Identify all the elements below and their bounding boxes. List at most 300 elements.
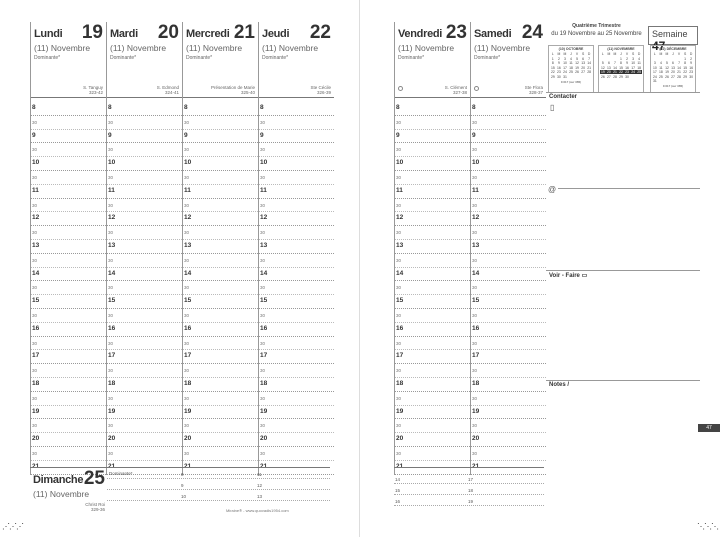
hour-slot[interactable] bbox=[31, 130, 106, 144]
hour-label: 30 bbox=[108, 285, 114, 291]
hour-slot[interactable] bbox=[471, 226, 546, 240]
hour-slot[interactable] bbox=[107, 226, 182, 240]
day-header bbox=[183, 22, 258, 98]
hour-slot[interactable] bbox=[471, 406, 546, 420]
hour-label: 13 bbox=[472, 241, 480, 249]
hour-slot[interactable] bbox=[471, 212, 546, 226]
hour-slot[interactable] bbox=[31, 447, 106, 461]
hour-slot[interactable] bbox=[107, 419, 182, 433]
hour-label: 11 bbox=[108, 186, 115, 194]
hour-slot[interactable] bbox=[31, 323, 106, 337]
hour-label: 30 bbox=[32, 450, 38, 456]
hour-slot[interactable] bbox=[259, 337, 334, 351]
hour-slot[interactable] bbox=[107, 323, 182, 337]
hour-slot[interactable] bbox=[471, 254, 546, 268]
hour-label: 30 bbox=[260, 368, 266, 374]
hour-label: 21 bbox=[108, 462, 116, 470]
hour-label: 30 bbox=[184, 312, 190, 318]
hour-label: 20 bbox=[32, 435, 40, 443]
hour-label: 30 bbox=[396, 395, 402, 401]
day-saint: S. Tanguy 323-42 bbox=[83, 85, 103, 95]
hour-slot[interactable] bbox=[183, 323, 258, 337]
day-name: Vendredi bbox=[398, 28, 443, 40]
hour-slot[interactable] bbox=[259, 226, 334, 240]
day-dominante: Dominante* bbox=[110, 55, 137, 61]
hour-label: 13 bbox=[396, 241, 404, 249]
hour-slot[interactable] bbox=[471, 268, 546, 282]
day-header bbox=[471, 22, 546, 98]
hour-label: 30 bbox=[472, 285, 478, 291]
hour-slot[interactable] bbox=[183, 254, 258, 268]
hour-label: 15 bbox=[260, 297, 268, 305]
hour-slot[interactable] bbox=[183, 157, 258, 171]
hour-slot[interactable] bbox=[259, 295, 334, 309]
hour-slot[interactable] bbox=[395, 447, 470, 461]
hour-slot[interactable] bbox=[259, 268, 334, 282]
day-header bbox=[31, 22, 106, 98]
hour-slot[interactable] bbox=[183, 143, 258, 157]
hour-slot[interactable] bbox=[395, 199, 470, 213]
hour-slot[interactable] bbox=[395, 364, 470, 378]
hour-label: 13 bbox=[108, 241, 116, 249]
hour-label: 17 bbox=[184, 352, 192, 360]
hour-slot[interactable] bbox=[107, 447, 182, 461]
hour-slot[interactable] bbox=[395, 323, 470, 337]
day-saint: Présentation de Marie 325-40 bbox=[210, 85, 255, 95]
day-dominante: Dominante* bbox=[398, 55, 425, 61]
hour-slot[interactable] bbox=[183, 116, 258, 130]
hour-slot[interactable] bbox=[471, 171, 546, 185]
hour-slot[interactable] bbox=[259, 185, 334, 199]
ring-icon bbox=[398, 86, 403, 91]
hour-label: 30 bbox=[396, 340, 402, 346]
hour-label: 30 bbox=[32, 368, 38, 374]
hour-slot[interactable] bbox=[471, 323, 546, 337]
contact-title: Contacter bbox=[549, 94, 578, 100]
hour-slot[interactable] bbox=[471, 240, 546, 254]
day-month: (11) Novembre bbox=[34, 43, 91, 53]
hour-label: 20 bbox=[472, 435, 480, 443]
hour-label: 16 bbox=[32, 324, 40, 332]
hour-label: 30 bbox=[184, 119, 190, 125]
day-month: (11) Novembre bbox=[262, 43, 319, 53]
hour-slot[interactable] bbox=[31, 254, 106, 268]
day-number: 23 bbox=[445, 22, 467, 43]
hour-slot[interactable] bbox=[107, 406, 182, 420]
hour-slot[interactable] bbox=[395, 419, 470, 433]
hour-label: 30 bbox=[396, 230, 402, 236]
hour-slot[interactable] bbox=[183, 281, 258, 295]
hour-slot[interactable] bbox=[107, 350, 182, 364]
hour-slot[interactable] bbox=[259, 199, 334, 213]
hour-slot[interactable] bbox=[31, 143, 106, 157]
hour-label: 18 bbox=[32, 379, 40, 387]
sunday-row[interactable]: 10 13 bbox=[107, 490, 330, 501]
hour-slot[interactable] bbox=[183, 406, 258, 420]
hour-slot[interactable] bbox=[183, 309, 258, 323]
hour-label: 30 bbox=[260, 312, 266, 318]
sunday-month: (11) Novembre bbox=[33, 489, 90, 499]
hour-slot[interactable] bbox=[471, 364, 546, 378]
hour-label: 12 bbox=[108, 214, 116, 222]
hour-label: 30 bbox=[472, 450, 478, 456]
day-saint: S. Clément 327-38 bbox=[444, 85, 467, 95]
hour-slot[interactable] bbox=[471, 295, 546, 309]
hour-slot[interactable] bbox=[183, 364, 258, 378]
hour-slot[interactable] bbox=[395, 281, 470, 295]
hour-slot[interactable] bbox=[471, 130, 546, 144]
hour-slot[interactable] bbox=[395, 130, 470, 144]
hour-slot[interactable] bbox=[471, 199, 546, 213]
hour-label: 30 bbox=[32, 395, 38, 401]
hour-label: 30 bbox=[472, 395, 478, 401]
sunday-name: Dimanche bbox=[33, 474, 84, 486]
hour-label: 21 bbox=[472, 462, 480, 470]
hour-slot[interactable] bbox=[395, 309, 470, 323]
hour-label: 30 bbox=[108, 174, 114, 180]
hour-label: 11 bbox=[260, 186, 267, 194]
hour-slot[interactable] bbox=[395, 268, 470, 282]
day-column bbox=[470, 22, 546, 475]
hour-slot[interactable] bbox=[395, 433, 470, 447]
hour-label: 30 bbox=[184, 340, 190, 346]
hour-slot[interactable] bbox=[107, 240, 182, 254]
hour-slot[interactable] bbox=[259, 392, 334, 406]
hour-slot[interactable] bbox=[471, 116, 546, 130]
hour-label: 14 bbox=[396, 269, 404, 277]
hour-label: 9 bbox=[32, 131, 36, 139]
hour-slot[interactable] bbox=[259, 309, 334, 323]
hour-slot[interactable] bbox=[395, 171, 470, 185]
hour-slot[interactable] bbox=[471, 185, 546, 199]
footer-credit: Miraine® - www.quovadis1954.com bbox=[226, 508, 289, 513]
hour-slot[interactable] bbox=[183, 240, 258, 254]
hour-slot[interactable] bbox=[395, 350, 470, 364]
hour-slot[interactable] bbox=[259, 157, 334, 171]
hour-slot[interactable] bbox=[259, 212, 334, 226]
hour-slot[interactable] bbox=[259, 406, 334, 420]
hour-slot[interactable] bbox=[107, 337, 182, 351]
hour-slot[interactable] bbox=[31, 185, 106, 199]
hour-label: 19 bbox=[32, 407, 40, 415]
divider bbox=[558, 188, 700, 189]
hour-label: 30 bbox=[472, 119, 478, 125]
hour-slot[interactable] bbox=[395, 240, 470, 254]
hour-slot[interactable] bbox=[107, 185, 182, 199]
hour-label: 20 bbox=[108, 435, 116, 443]
hour-slot[interactable] bbox=[183, 199, 258, 213]
hour-slot[interactable] bbox=[31, 102, 106, 116]
hour-label: 8 bbox=[396, 104, 400, 111]
hour-label: 30 bbox=[108, 230, 114, 236]
hour-slot[interactable] bbox=[183, 226, 258, 240]
hour-label: 10 bbox=[108, 159, 116, 167]
hour-label: 30 bbox=[108, 202, 114, 208]
day-number: 19 bbox=[81, 22, 103, 43]
hour-slot[interactable] bbox=[259, 364, 334, 378]
hour-slot[interactable] bbox=[183, 102, 258, 116]
hour-slot[interactable] bbox=[31, 378, 106, 392]
hour-slot[interactable] bbox=[471, 378, 546, 392]
sunday-row[interactable]: 14 17 bbox=[394, 473, 544, 484]
hour-slot[interactable] bbox=[259, 378, 334, 392]
hour-slot[interactable] bbox=[395, 254, 470, 268]
notes-section[interactable] bbox=[546, 380, 700, 510]
hour-slot[interactable] bbox=[395, 295, 470, 309]
hour-slot[interactable] bbox=[107, 212, 182, 226]
hour-slot[interactable] bbox=[107, 130, 182, 144]
hour-slot[interactable] bbox=[31, 419, 106, 433]
hour-label: 9 bbox=[108, 131, 112, 139]
hour-label: 18 bbox=[108, 379, 116, 387]
hour-label: 30 bbox=[32, 230, 38, 236]
hour-label: 30 bbox=[472, 202, 478, 208]
corner-dots-right: ⋱⋱⋱ bbox=[697, 522, 718, 531]
hour-label: 30 bbox=[184, 202, 190, 208]
hour-label: 30 bbox=[472, 368, 478, 374]
hour-slot[interactable] bbox=[471, 433, 546, 447]
hour-label: 16 bbox=[108, 324, 116, 332]
hour-slot[interactable] bbox=[395, 116, 470, 130]
hour-slot[interactable] bbox=[31, 157, 106, 171]
hour-slot[interactable] bbox=[107, 157, 182, 171]
sunday-row[interactable]: 15 18 bbox=[394, 484, 544, 495]
hour-label: 18 bbox=[260, 379, 268, 387]
hour-slot[interactable] bbox=[31, 240, 106, 254]
hour-slot[interactable] bbox=[183, 130, 258, 144]
hour-slot[interactable] bbox=[259, 102, 334, 116]
hour-slot[interactable] bbox=[31, 281, 106, 295]
hour-label: 30 bbox=[396, 202, 402, 208]
hour-label: 13 bbox=[32, 241, 40, 249]
day-saint: Ste Flora 328-37 bbox=[524, 85, 543, 95]
day-name: Mercredi bbox=[186, 28, 230, 40]
hour-label: 30 bbox=[260, 147, 266, 153]
hour-slot[interactable] bbox=[107, 295, 182, 309]
hour-label: 9 bbox=[472, 131, 476, 139]
hour-slot[interactable] bbox=[107, 143, 182, 157]
hour-label: 12 bbox=[184, 214, 192, 222]
hour-slot[interactable] bbox=[471, 309, 546, 323]
hour-slot[interactable] bbox=[259, 447, 334, 461]
mini-calendar[interactable]: (11) NOVEMBRE L M M J V S D 1 2 3 4 5 6 7 8 9 10 11 12 13 14 15 16 17 18 19 20 21 22 23 24 25 26 27 28 29 30 bbox=[598, 45, 644, 93]
hour-slot[interactable] bbox=[107, 309, 182, 323]
hour-label: 30 bbox=[108, 312, 114, 318]
hour-slot[interactable] bbox=[395, 337, 470, 351]
hour-slot[interactable] bbox=[259, 281, 334, 295]
hour-label: 10 bbox=[260, 159, 268, 167]
hour-slot[interactable] bbox=[107, 102, 182, 116]
hour-label: 30 bbox=[472, 230, 478, 236]
hour-slot[interactable] bbox=[107, 364, 182, 378]
hour-slot[interactable] bbox=[259, 130, 334, 144]
hour-slot[interactable] bbox=[31, 433, 106, 447]
hour-slot[interactable] bbox=[31, 226, 106, 240]
hour-slot[interactable] bbox=[183, 378, 258, 392]
hour-slot[interactable] bbox=[107, 433, 182, 447]
hour-label: 30 bbox=[396, 174, 402, 180]
hour-slot[interactable] bbox=[31, 337, 106, 351]
hour-slot[interactable] bbox=[395, 392, 470, 406]
hour-label: 8 bbox=[184, 104, 188, 111]
hour-slot[interactable] bbox=[471, 419, 546, 433]
hour-label: 30 bbox=[184, 285, 190, 291]
hour-slot[interactable] bbox=[31, 171, 106, 185]
sidebar bbox=[546, 92, 700, 512]
hour-label: 30 bbox=[184, 174, 190, 180]
hour-slot[interactable] bbox=[395, 157, 470, 171]
hour-slot[interactable] bbox=[471, 157, 546, 171]
hour-slot[interactable] bbox=[107, 378, 182, 392]
mini-calendar-title: (10) OCTOBRE bbox=[558, 47, 584, 51]
hour-label: 9 bbox=[260, 131, 264, 139]
hour-label: 30 bbox=[184, 230, 190, 236]
hour-label: 30 bbox=[108, 340, 114, 346]
hour-slot[interactable] bbox=[471, 143, 546, 157]
hour-slot[interactable] bbox=[471, 102, 546, 116]
hour-slot[interactable] bbox=[259, 171, 334, 185]
hour-slot[interactable] bbox=[31, 350, 106, 364]
hour-slot[interactable] bbox=[395, 226, 470, 240]
hour-slot[interactable] bbox=[183, 268, 258, 282]
hour-slot[interactable] bbox=[183, 212, 258, 226]
hour-slot[interactable] bbox=[183, 447, 258, 461]
hour-slot[interactable] bbox=[259, 143, 334, 157]
hour-label: 30 bbox=[184, 423, 190, 429]
hour-slot[interactable] bbox=[107, 392, 182, 406]
hour-slot[interactable] bbox=[31, 199, 106, 213]
contact-section[interactable] bbox=[546, 92, 700, 194]
hour-label: 30 bbox=[260, 230, 266, 236]
hour-slot[interactable] bbox=[183, 350, 258, 364]
hour-slot[interactable] bbox=[107, 171, 182, 185]
hour-slot[interactable] bbox=[259, 240, 334, 254]
hour-slot[interactable] bbox=[183, 392, 258, 406]
hour-slot[interactable] bbox=[259, 323, 334, 337]
hour-slot[interactable] bbox=[107, 281, 182, 295]
sunday-header bbox=[30, 468, 107, 513]
hour-slot[interactable] bbox=[31, 212, 106, 226]
hour-label: 19 bbox=[184, 407, 192, 415]
hour-slot[interactable] bbox=[395, 102, 470, 116]
hour-slot[interactable] bbox=[471, 350, 546, 364]
hour-slot[interactable] bbox=[31, 268, 106, 282]
hour-slot[interactable] bbox=[183, 337, 258, 351]
hour-label: 30 bbox=[260, 395, 266, 401]
mini-calendar[interactable]: (12) DÉCEMBRE L M M J V S D 1 2 3 4 5 6 7 8 9 10 11 12 13 14 15 16 17 18 19 20 21 22 23 24 25 26 27 28 29 30 31 9 017 (sur 365) bbox=[650, 45, 696, 93]
sunday-row[interactable]: 9 12 bbox=[107, 479, 330, 490]
hour-label: 10 bbox=[32, 159, 40, 167]
hour-label: 30 bbox=[108, 119, 114, 125]
day-header bbox=[259, 22, 334, 98]
day-saint: Ste Cécile 326-39 bbox=[310, 85, 331, 95]
sunday-row[interactable]: 16 19 bbox=[394, 495, 544, 506]
hour-slot[interactable] bbox=[31, 295, 106, 309]
day-number: 21 bbox=[233, 22, 255, 43]
hour-slot[interactable] bbox=[395, 378, 470, 392]
hour-label: 8 bbox=[32, 104, 36, 111]
hour-label: 12 bbox=[260, 214, 268, 222]
hour-label: 11 bbox=[184, 186, 191, 194]
hour-slot[interactable] bbox=[31, 116, 106, 130]
hour-slot[interactable] bbox=[183, 185, 258, 199]
sunday-block bbox=[30, 467, 330, 512]
hour-label: 17 bbox=[108, 352, 116, 360]
hour-label: 15 bbox=[108, 297, 116, 305]
hour-label: 21 bbox=[184, 462, 192, 470]
hour-label: 30 bbox=[260, 119, 266, 125]
hour-label: 30 bbox=[32, 202, 38, 208]
hour-slot[interactable] bbox=[259, 419, 334, 433]
hour-slot[interactable] bbox=[395, 212, 470, 226]
sunday-number: 25 bbox=[83, 468, 105, 489]
hour-label: 16 bbox=[184, 324, 192, 332]
hour-slot[interactable] bbox=[183, 171, 258, 185]
hour-slot[interactable] bbox=[471, 447, 546, 461]
hour-label: 30 bbox=[184, 147, 190, 153]
hour-slot[interactable] bbox=[107, 199, 182, 213]
hour-label: 17 bbox=[396, 352, 404, 360]
hour-slot[interactable] bbox=[107, 116, 182, 130]
todo-section[interactable] bbox=[546, 270, 700, 378]
hour-label: 14 bbox=[108, 269, 116, 277]
sunday-slots bbox=[107, 468, 330, 501]
hour-label: 18 bbox=[472, 379, 480, 387]
hour-slot[interactable] bbox=[471, 337, 546, 351]
hour-slot[interactable] bbox=[31, 364, 106, 378]
hour-slot[interactable] bbox=[471, 281, 546, 295]
hour-slot[interactable] bbox=[259, 116, 334, 130]
hour-label: 13 bbox=[260, 241, 268, 249]
day-name: Samedi bbox=[474, 28, 512, 40]
hour-label: 30 bbox=[472, 340, 478, 346]
day-column bbox=[394, 22, 470, 475]
hour-label: 15 bbox=[184, 297, 192, 305]
hour-slot[interactable] bbox=[395, 185, 470, 199]
hour-slot[interactable] bbox=[259, 350, 334, 364]
hour-slot[interactable] bbox=[259, 254, 334, 268]
hour-label: 30 bbox=[396, 119, 402, 125]
hour-label: 19 bbox=[396, 407, 404, 415]
hour-slot[interactable] bbox=[31, 309, 106, 323]
hour-label: 30 bbox=[472, 312, 478, 318]
page-tab[interactable]: 47 bbox=[698, 424, 720, 432]
hour-slot[interactable] bbox=[183, 295, 258, 309]
hour-slot[interactable] bbox=[107, 254, 182, 268]
hour-slot[interactable] bbox=[183, 419, 258, 433]
hour-label: 15 bbox=[472, 297, 480, 305]
day-number: 20 bbox=[157, 22, 179, 43]
hour-label: 30 bbox=[184, 257, 190, 263]
hour-slot[interactable] bbox=[471, 392, 546, 406]
mini-calendar[interactable]: (10) OCTOBRE L M M J V S D 1 2 3 4 5 6 7 8 9 10 11 12 13 14 15 16 17 18 19 20 21 22 23 24 25 26 27 28 29 30 31 9 017 (sur 365) bbox=[548, 45, 594, 93]
hour-slot[interactable] bbox=[259, 433, 334, 447]
hour-slot[interactable] bbox=[31, 392, 106, 406]
hour-slot[interactable] bbox=[395, 143, 470, 157]
sunday-saint: Christ Roi 329-36 bbox=[85, 502, 105, 512]
hour-label: 30 bbox=[32, 340, 38, 346]
hour-label: 30 bbox=[32, 312, 38, 318]
hour-slot[interactable] bbox=[31, 406, 106, 420]
hour-slot[interactable] bbox=[107, 268, 182, 282]
hour-label: 30 bbox=[396, 147, 402, 153]
sunday-dominante-row[interactable]: Dominante* 8 11 bbox=[107, 468, 330, 479]
day-dominante: Dominante* bbox=[474, 55, 501, 61]
hour-label: 17 bbox=[260, 352, 268, 360]
hour-slot[interactable] bbox=[395, 406, 470, 420]
hour-slot[interactable] bbox=[183, 433, 258, 447]
clipboard-icon: ▭ bbox=[581, 273, 588, 279]
